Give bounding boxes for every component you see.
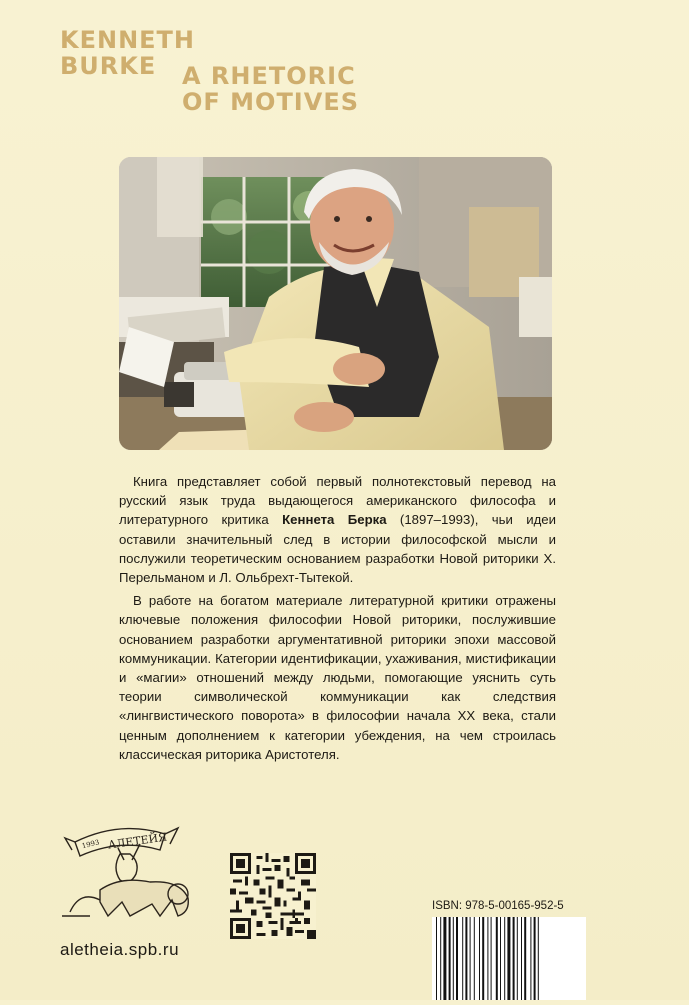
isbn-number: ISBN: 978-5-00165-952-5	[432, 900, 564, 912]
barcode-icon	[432, 917, 586, 1000]
author-photo	[119, 157, 552, 450]
isbn-barcode	[432, 917, 586, 1000]
book-title-line-1: A RHETORIC	[182, 62, 356, 90]
publisher-website[interactable]: aletheia.spb.ru	[60, 940, 180, 959]
author-name-line-1: KENNETH	[60, 26, 196, 54]
lion-rider-icon	[60, 820, 200, 925]
qr-code-icon	[230, 853, 316, 939]
book-title-line-2: OF MOTIVES	[182, 88, 359, 116]
publisher-logo-name: АЛЕТЕЙЯ	[107, 830, 168, 852]
publisher-logo	[60, 820, 200, 925]
description-paragraph-2: В работе на богатом материале литературной критики отражены ключевые положения философии Новой риторики, послужившие основанием разработки аргументативной риторики эпохи массовой коммуникации. Категории идентификации, ухаживания, мистификации и «магии» отношений между людьми, помогающие уяснить суть теории символической коммуникации как следствия «лингвистического поворота» в философии начала XX века, стали ценным дополнением к категории убеждения, на чем строилась классическая риторика Аристотеля.	[119, 593, 556, 762]
publisher-logo-year: 1993	[81, 838, 101, 851]
description-p1-text-start: Книга представляет собой первый полнотекстовый перевод на русский язык труда выдающегося американского философа и литературного критика	[119, 474, 556, 528]
description-paragraph-1	[119, 472, 556, 587]
book-description	[119, 472, 556, 764]
author-name-line-2: BURKE	[60, 52, 157, 80]
author-name-russian: Кеннета Берка	[282, 512, 387, 528]
qr-code[interactable]	[230, 853, 316, 939]
description-p1-text-end: (1897–1993), чьи идеи оставили значительный след в истории философской мысли и послужили теоретическим основанием разработки Новой риторики Х. Перельманом и Л. Ольбрехт-Тытекой.	[119, 512, 556, 586]
author-photo-illustration	[119, 157, 552, 450]
